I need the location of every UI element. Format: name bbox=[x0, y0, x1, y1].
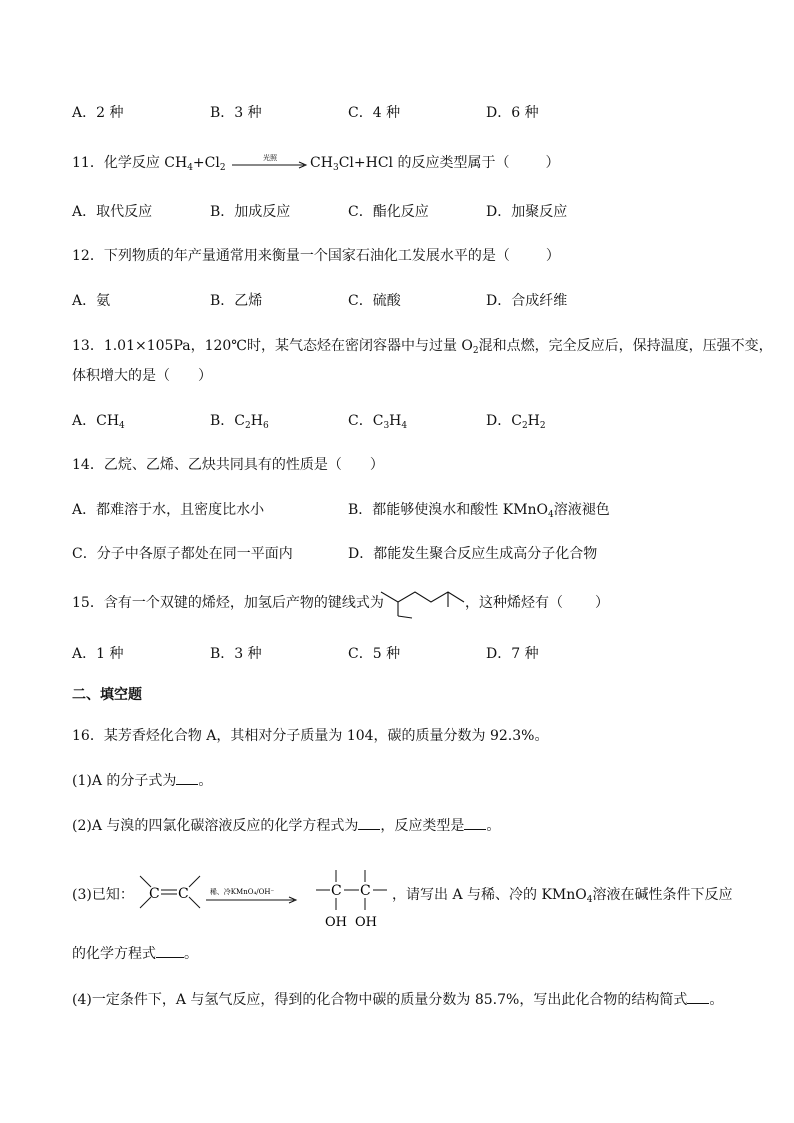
q11-option-b: B．加成反应 bbox=[210, 204, 291, 220]
q12-close: ） bbox=[545, 248, 560, 264]
q10-option-a: A．2 种 bbox=[72, 105, 124, 121]
q10-option-d: D．6 种 bbox=[486, 105, 539, 121]
q15-option-c: C．5 种 bbox=[348, 646, 401, 662]
q14-option-c: C．分子中各原子都处在同一平面内 bbox=[72, 546, 293, 562]
reaction-arrow-light bbox=[230, 152, 310, 170]
q14-option-a: A．都难溶于水，且密度比水小 bbox=[72, 502, 265, 518]
q13-close: ） bbox=[198, 368, 212, 384]
q13-text-cont: 混和点燃，完全反应后，保持温度，压强不变， bbox=[478, 338, 773, 354]
q11-option-a: A．取代反应 bbox=[72, 204, 153, 220]
condition-label: 稀、冷KMnO₄/OH⁻ bbox=[209, 888, 275, 896]
q12-option-b: B．乙烯 bbox=[210, 293, 263, 309]
q15-option-a: A．1 种 bbox=[72, 646, 124, 662]
carbon-atom: C bbox=[149, 886, 160, 902]
q11-stem bbox=[72, 152, 559, 172]
q11-option-d: D．加聚反应 bbox=[486, 204, 568, 220]
q16-p1-end: 。 bbox=[198, 773, 213, 789]
q16-part1 bbox=[72, 772, 212, 790]
q13-stem-line2 bbox=[72, 367, 212, 385]
section-heading: 二、填空题 bbox=[72, 687, 142, 703]
q15-option-b: B．3 种 bbox=[210, 646, 262, 662]
q11-number: 11．化学反应 CH bbox=[72, 155, 188, 171]
q16-intro: 16．某芳香烃化合物 A，其相对分子质量为 104，碳的质量分数为 92.3%。 bbox=[72, 728, 549, 744]
q11-sub: 4 bbox=[187, 163, 193, 173]
q11-sub: 2 bbox=[219, 163, 226, 173]
q10-option-b: B．3 种 bbox=[210, 105, 262, 121]
q16-p3-text: ，请写出 A 与稀、冷的 KMnO bbox=[392, 887, 587, 903]
q14-text: 14．乙烷、乙烯、乙炔共同具有的性质是（ bbox=[72, 457, 342, 473]
answer-blank[interactable] bbox=[687, 991, 709, 1004]
q14-close: ） bbox=[369, 457, 384, 473]
hydroxyl-label: OH bbox=[355, 915, 377, 930]
q13-option-b: B．$C_2H_6$ bbox=[210, 413, 269, 431]
q16-part3-label: (3)已知： bbox=[72, 887, 134, 903]
q11-product: CH bbox=[310, 155, 333, 171]
q15-text: 15．含有一个双键的烯烃，加氢后产物的键线式为 bbox=[72, 595, 384, 611]
q13-stem-line1 bbox=[72, 337, 773, 355]
q13-text-line2: 体积增大的是（ bbox=[72, 368, 170, 384]
hydroxyl-label: OH bbox=[325, 915, 347, 930]
q16-part3-line2 bbox=[72, 945, 198, 963]
q16-part4 bbox=[72, 991, 723, 1009]
q14-option-b: B．都能够使溴水和酸性 KMnO$_4$溶液褪色 bbox=[348, 502, 610, 520]
q16-p2-text2: ，反应类型是 bbox=[380, 818, 465, 834]
q14-stem bbox=[72, 456, 384, 474]
q16-p3-line2-text: 的化学方程式 bbox=[72, 946, 156, 962]
q11-option-c: C．酯化反应 bbox=[348, 204, 429, 220]
q14-option-d: D．都能发生聚合反应生成高分子化合物 bbox=[348, 546, 598, 562]
q10-option-c: C．4 种 bbox=[348, 105, 401, 121]
q16-part2 bbox=[72, 817, 500, 835]
q11-sub: 3 bbox=[332, 163, 339, 173]
q16-p3-text2: 溶液在碱性条件下反应 bbox=[592, 887, 733, 903]
q13-option-c: C．$C_3H_4$ bbox=[348, 413, 408, 431]
q15-stem bbox=[72, 594, 384, 612]
q15-text2: ，这种烯烃有（ bbox=[465, 595, 563, 611]
q15-stem-cont bbox=[465, 594, 609, 612]
q16-p3-end: 。 bbox=[184, 946, 198, 962]
answer-blank[interactable] bbox=[156, 945, 184, 958]
q16-p2-end: 。 bbox=[486, 818, 501, 834]
q16-p4-end: 。 bbox=[709, 992, 724, 1008]
q11-close: ） bbox=[545, 155, 560, 171]
carbon-atom: C bbox=[331, 883, 342, 899]
q11-rest: Cl+HCl 的反应类型属于（ bbox=[338, 155, 510, 171]
q16-p2-text: (2)A 与溴的四氯化碳溶液反应的化学方程式为 bbox=[72, 818, 359, 834]
q13-option-a: A．$CH_4$ bbox=[72, 413, 125, 431]
q16-p3-sub: 4 bbox=[586, 895, 593, 905]
carbon-atom: C bbox=[178, 886, 189, 902]
q15-close: ） bbox=[595, 595, 609, 611]
q12-option-a: A．氨 bbox=[72, 293, 111, 309]
q11-plus: +Cl bbox=[192, 155, 220, 171]
q12-option-c: C．硫酸 bbox=[348, 293, 401, 309]
q13-text: 13．1.01×105Pa，120℃时，某气态烃在密闭容器中与过量 O bbox=[72, 338, 473, 354]
condition-label: 光照 bbox=[263, 154, 278, 162]
q16-p4-text: (4)一定条件下，A 与氢气反应，得到的化合物中碳的质量分数为 85.7%，写出此化合物的结构简式 bbox=[72, 992, 688, 1008]
q16-p1-text: (1)A 的分子式为 bbox=[72, 773, 177, 789]
answer-blank[interactable] bbox=[464, 817, 486, 830]
q13-sub: 2 bbox=[472, 346, 479, 356]
carbon-atom: C bbox=[360, 883, 371, 899]
answer-blank[interactable] bbox=[176, 772, 198, 785]
alkene-oxidation-scheme bbox=[134, 868, 396, 934]
q12-option-d: D．合成纤维 bbox=[486, 293, 568, 309]
skeletal-formula-diagram bbox=[378, 580, 468, 622]
q12-stem bbox=[72, 247, 560, 265]
answer-blank[interactable] bbox=[358, 817, 380, 830]
q15-option-d: D．7 种 bbox=[486, 646, 539, 662]
q12-text: 12．下列物质的年产量通常用来衡量一个国家石油化工发展水平的是（ bbox=[72, 248, 510, 264]
q13-option-d: D．$C_2H_2$ bbox=[486, 413, 546, 431]
q16-part3-text bbox=[392, 886, 732, 904]
